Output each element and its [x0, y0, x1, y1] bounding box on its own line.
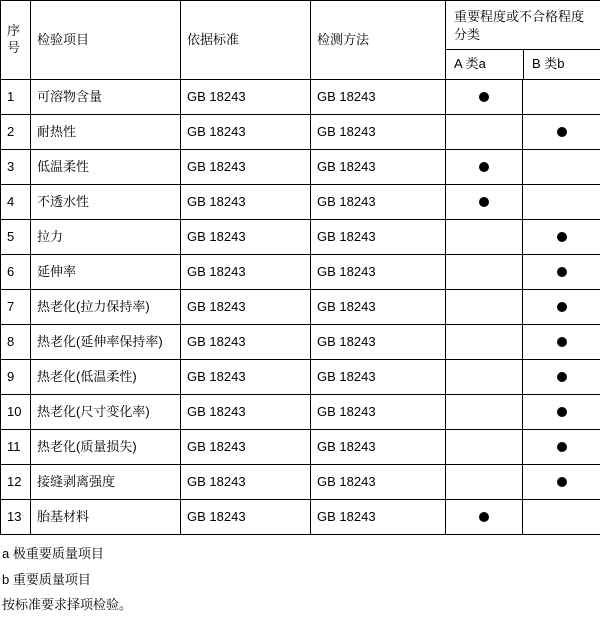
cell-standard	[181, 219, 311, 254]
cell-item	[31, 149, 181, 184]
cell-no	[1, 499, 31, 534]
cell-standard	[181, 464, 311, 499]
cell-grade-a	[446, 464, 523, 499]
cell-item	[31, 394, 181, 429]
row-item-text: 接缝剥离强度	[37, 473, 116, 489]
cell-grade-b	[523, 254, 600, 289]
table-header	[1, 1, 600, 80]
header-grade-subcolumns	[446, 50, 600, 79]
cell-grade-b	[523, 219, 600, 254]
header-label-grade-group: 重要程度或不合格程度分类	[446, 1, 600, 50]
cell-method	[311, 184, 446, 219]
cell-method	[311, 219, 446, 254]
row-standard-text: GB 18243	[187, 123, 246, 139]
cell-grade-b	[523, 184, 600, 219]
cell-standard	[181, 499, 311, 534]
cell-grade-a	[446, 149, 523, 184]
row-method-text: GB 18243	[317, 438, 376, 454]
grade-a-dot-icon	[479, 92, 489, 102]
row-method-text: GB 18243	[317, 333, 376, 349]
row-item-text: 不透水性	[37, 193, 90, 209]
header-label-grade-a: A 类a	[454, 56, 486, 72]
row-method-text: GB 18243	[317, 88, 376, 104]
row-item-text: 低温柔性	[37, 158, 90, 174]
cell-no	[1, 184, 31, 219]
cell-no	[1, 464, 31, 499]
grade-b-dot-icon	[557, 127, 567, 137]
grade-b-dot-icon	[557, 267, 567, 277]
cell-item	[31, 429, 181, 464]
cell-no	[1, 394, 31, 429]
header-label-standard: 依据标准	[187, 31, 240, 47]
cell-grade-a	[446, 429, 523, 464]
row-no-text: 11	[7, 438, 21, 454]
row-standard-text: GB 18243	[187, 333, 246, 349]
cell-no	[1, 324, 31, 359]
cell-grade-a	[446, 219, 523, 254]
row-standard-text: GB 18243	[187, 298, 246, 314]
row-no-text: 3	[7, 158, 15, 174]
table-row	[1, 219, 600, 254]
row-item-text: 延伸率	[37, 263, 77, 279]
cell-grade-b	[523, 149, 600, 184]
row-no-text: 1	[7, 88, 15, 104]
cell-no	[1, 289, 31, 324]
table-row	[1, 254, 600, 289]
grade-b-dot-icon	[557, 372, 567, 382]
cell-grade-a	[446, 324, 523, 359]
header-label-item: 检验项目	[37, 31, 90, 47]
table-row	[1, 394, 600, 429]
grade-b-dot-icon	[557, 232, 567, 242]
cell-grade-a	[446, 394, 523, 429]
cell-standard	[181, 254, 311, 289]
cell-grade-a	[446, 79, 523, 114]
cell-item	[31, 289, 181, 324]
table-row	[1, 324, 600, 359]
table-row	[1, 464, 600, 499]
row-method-text: GB 18243	[317, 298, 376, 314]
grade-b-dot-icon	[557, 302, 567, 312]
cell-standard	[181, 114, 311, 149]
row-item-text: 可溶物含量	[37, 88, 103, 104]
grade-a-dot-icon	[479, 162, 489, 172]
header-cell-item	[31, 1, 181, 80]
row-standard-text: GB 18243	[187, 403, 246, 419]
cell-no	[1, 429, 31, 464]
row-method-text: GB 18243	[317, 473, 376, 489]
row-item-text: 热老化(质量损失)	[37, 438, 137, 454]
table-header-row	[1, 1, 600, 80]
cell-grade-b	[523, 114, 600, 149]
cell-no	[1, 359, 31, 394]
cell-item	[31, 359, 181, 394]
cell-method	[311, 499, 446, 534]
cell-standard	[181, 359, 311, 394]
cell-no	[1, 254, 31, 289]
cell-method	[311, 464, 446, 499]
cell-standard	[181, 149, 311, 184]
header-cell-grade-group	[446, 1, 600, 80]
row-standard-text: GB 18243	[187, 88, 246, 104]
row-item-text: 胎基材料	[37, 508, 90, 524]
grade-b-dot-icon	[557, 407, 567, 417]
row-method-text: GB 18243	[317, 193, 376, 209]
cell-grade-b	[523, 429, 600, 464]
cell-item	[31, 499, 181, 534]
cell-method	[311, 254, 446, 289]
cell-standard	[181, 394, 311, 429]
cell-grade-a	[446, 254, 523, 289]
grade-b-dot-icon	[557, 442, 567, 452]
footnote-a: a 极重要质量项目	[2, 545, 104, 561]
cell-method	[311, 324, 446, 359]
row-standard-text: GB 18243	[187, 508, 246, 524]
table-footnotes	[0, 535, 600, 614]
row-no-text: 9	[7, 368, 15, 384]
cell-grade-b	[523, 79, 600, 114]
cell-grade-a	[446, 359, 523, 394]
cell-no	[1, 114, 31, 149]
cell-item	[31, 324, 181, 359]
row-no-text: 13	[7, 508, 22, 524]
cell-item	[31, 184, 181, 219]
table-row	[1, 79, 600, 114]
footnote-b: b 重要质量项目	[2, 571, 91, 587]
row-standard-text: GB 18243	[187, 438, 246, 454]
cell-grade-b	[523, 464, 600, 499]
row-no-text: 5	[7, 228, 15, 244]
footnote-general: 按标准要求择项检验。	[2, 597, 133, 613]
row-method-text: GB 18243	[317, 123, 376, 139]
row-no-text: 10	[7, 403, 22, 419]
cell-item	[31, 464, 181, 499]
row-no-text: 4	[7, 193, 15, 209]
table-body	[1, 79, 600, 534]
table-row	[1, 114, 600, 149]
row-item-text: 耐热性	[37, 123, 77, 139]
cell-standard	[181, 79, 311, 114]
cell-item	[31, 114, 181, 149]
row-no-text: 2	[7, 123, 15, 139]
cell-grade-a	[446, 499, 523, 534]
cell-method	[311, 289, 446, 324]
table-row	[1, 499, 600, 534]
cell-item	[31, 219, 181, 254]
header-label-grade-b: B 类b	[523, 50, 600, 79]
row-item-text: 热老化(尺寸变化率)	[37, 403, 150, 419]
cell-standard	[181, 324, 311, 359]
row-item-text: 热老化(拉力保持率)	[37, 298, 150, 314]
row-method-text: GB 18243	[317, 158, 376, 174]
cell-standard	[181, 289, 311, 324]
cell-item	[31, 254, 181, 289]
cell-no	[1, 219, 31, 254]
cell-method	[311, 394, 446, 429]
row-standard-text: GB 18243	[187, 263, 246, 279]
grade-a-dot-icon	[479, 512, 489, 522]
row-no-text: 7	[7, 298, 15, 314]
cell-standard	[181, 429, 311, 464]
header-label-no: 序号	[7, 23, 21, 55]
cell-grade-b	[523, 499, 600, 534]
cell-standard	[181, 184, 311, 219]
row-no-text: 8	[7, 333, 15, 349]
row-no-text: 12	[7, 473, 22, 489]
row-no-text: 6	[7, 263, 15, 279]
table-row	[1, 359, 600, 394]
table-row	[1, 289, 600, 324]
cell-no	[1, 79, 31, 114]
header-cell-method	[311, 1, 446, 80]
row-method-text: GB 18243	[317, 403, 376, 419]
header-cell-no	[1, 1, 31, 80]
grade-b-dot-icon	[557, 337, 567, 347]
cell-method	[311, 149, 446, 184]
cell-grade-a	[446, 114, 523, 149]
cell-method	[311, 114, 446, 149]
cell-method	[311, 79, 446, 114]
row-item-text: 热老化(低温柔性)	[37, 368, 137, 384]
row-standard-text: GB 18243	[187, 158, 246, 174]
row-standard-text: GB 18243	[187, 193, 246, 209]
cell-grade-b	[523, 324, 600, 359]
row-item-text: 拉力	[37, 228, 64, 244]
cell-grade-b	[523, 359, 600, 394]
cell-method	[311, 359, 446, 394]
grade-b-dot-icon	[557, 477, 567, 487]
table-row	[1, 149, 600, 184]
row-standard-text: GB 18243	[187, 473, 246, 489]
cell-grade-b	[523, 394, 600, 429]
row-method-text: GB 18243	[317, 263, 376, 279]
row-item-text: 热老化(延伸率保持率)	[37, 333, 163, 349]
cell-no	[1, 149, 31, 184]
row-standard-text: GB 18243	[187, 228, 246, 244]
cell-grade-b	[523, 289, 600, 324]
table-row	[1, 429, 600, 464]
cell-grade-a	[446, 289, 523, 324]
header-label-method: 检测方法	[317, 31, 370, 47]
cell-grade-a	[446, 184, 523, 219]
cell-item	[31, 79, 181, 114]
row-method-text: GB 18243	[317, 368, 376, 384]
row-standard-text: GB 18243	[187, 368, 246, 384]
row-method-text: GB 18243	[317, 228, 376, 244]
table-row	[1, 184, 600, 219]
row-method-text: GB 18243	[317, 508, 376, 524]
grade-a-dot-icon	[479, 197, 489, 207]
header-cell-standard	[181, 1, 311, 80]
cell-method	[311, 429, 446, 464]
